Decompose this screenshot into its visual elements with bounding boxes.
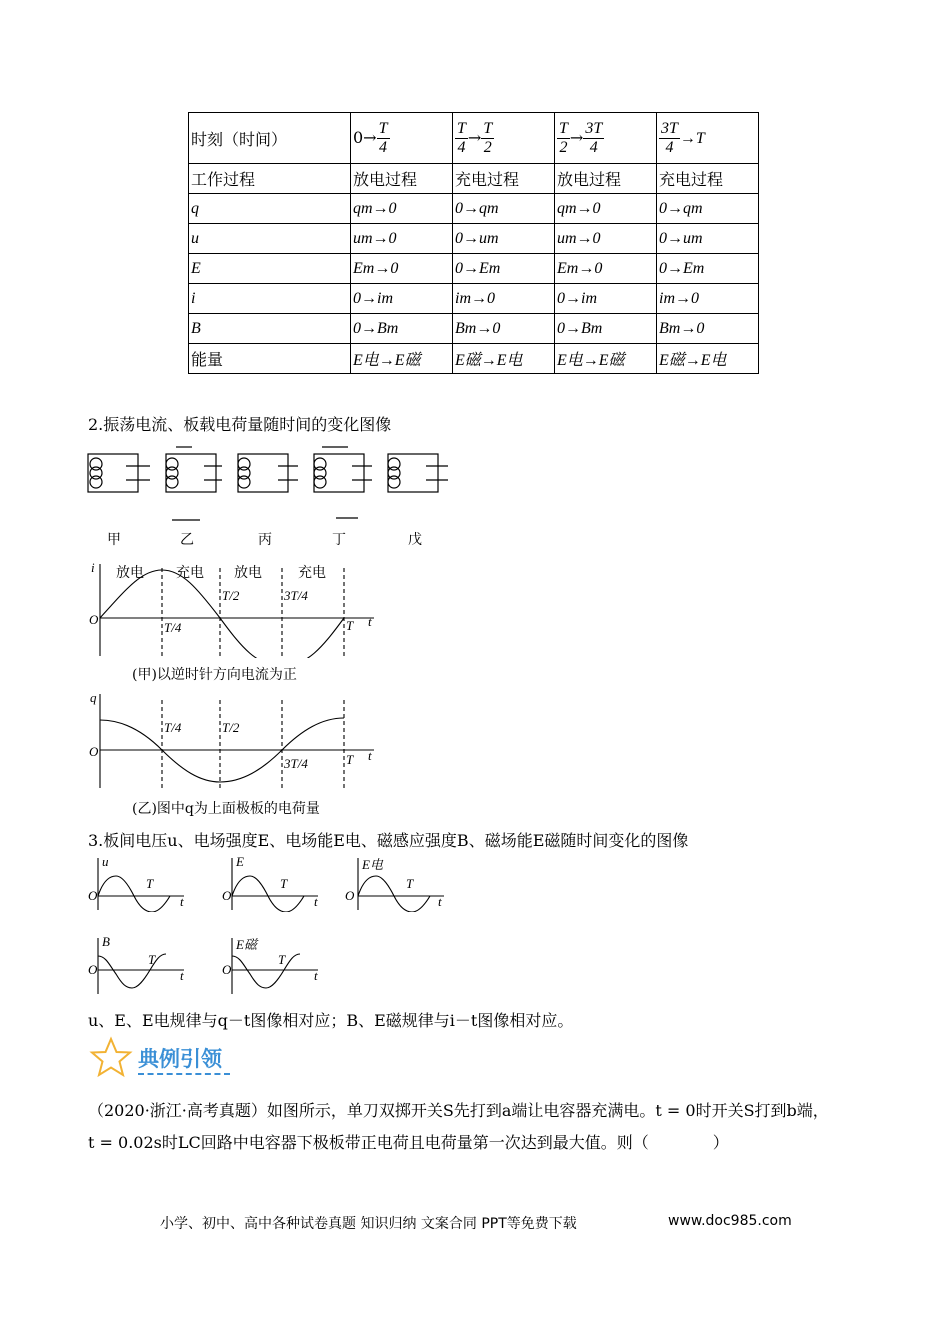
table-row bbox=[189, 164, 759, 194]
row-label: q bbox=[189, 194, 351, 224]
mini-axis-label: E磁 bbox=[236, 937, 257, 952]
mini-origin: O bbox=[222, 962, 232, 977]
table-cell: 0→Bm bbox=[351, 314, 453, 344]
table-cell: Em→0 bbox=[351, 254, 453, 284]
example-line-2: t = 0.02s时LC回路中电容器下极板带正电荷且电荷量第一次达到最大值。则（ ） bbox=[88, 1133, 729, 1152]
circuit-label: 丙 bbox=[258, 532, 272, 548]
circuit-jia bbox=[88, 454, 150, 492]
origin-label: O bbox=[89, 612, 99, 627]
example-badge: 典例引领 bbox=[138, 1047, 222, 1071]
table-cell: Em→0 bbox=[555, 254, 657, 284]
row-label: 工作过程 bbox=[189, 164, 351, 194]
footer-url[interactable]: www.doc985.com bbox=[668, 1213, 792, 1229]
tick-label: T/2 bbox=[222, 588, 240, 603]
table-cell: 充电过程 bbox=[657, 164, 759, 194]
origin-label: O bbox=[89, 744, 99, 759]
rule-text: u、E、E电规律与q－t图像相对应；B、E磁规律与i－t图像相对应。 bbox=[88, 1011, 574, 1030]
phase-label: 充电 bbox=[176, 565, 204, 581]
lc-circuit-diagrams bbox=[82, 444, 462, 524]
circuit-label: 戊 bbox=[408, 532, 422, 548]
table-row bbox=[189, 344, 759, 374]
mini-axis-label: u bbox=[102, 854, 109, 869]
table-cell: 放电过程 bbox=[351, 164, 453, 194]
mini-period: T bbox=[280, 876, 288, 891]
axis-label-q: q bbox=[90, 690, 97, 705]
axis-label-t: t bbox=[368, 614, 372, 629]
tick-label: 3T/4 bbox=[284, 756, 308, 771]
table-row bbox=[189, 194, 759, 224]
table-cell: 0→Em bbox=[453, 254, 555, 284]
star-icon bbox=[88, 1036, 134, 1080]
table-row bbox=[189, 314, 759, 344]
tick-label: T/4 bbox=[164, 720, 182, 735]
table-row bbox=[189, 113, 759, 164]
axis-label-i: i bbox=[91, 560, 95, 575]
graph-caption: (乙)图中q为上面极板的电荷量 bbox=[132, 801, 320, 817]
table-cell: Bm→0 bbox=[657, 314, 759, 344]
mini-t: t bbox=[180, 968, 184, 983]
table-cell: im→0 bbox=[657, 284, 759, 314]
table-cell: Bm→0 bbox=[453, 314, 555, 344]
table-cell: 0→qm bbox=[453, 194, 555, 224]
row-label: E bbox=[189, 254, 351, 284]
time-cell-1: 0→ $\frac{T}{4}$ bbox=[351, 113, 453, 164]
table-cell: 0→im bbox=[555, 284, 657, 314]
lc-oscillation-table bbox=[188, 112, 759, 374]
section-2-title: 2.振荡电流、板载电荷量随时间的变化图像 bbox=[88, 415, 392, 434]
mini-origin: O bbox=[88, 962, 98, 977]
table-cell: E磁→E电 bbox=[453, 344, 555, 374]
mini-t: t bbox=[314, 894, 318, 909]
current-curve bbox=[100, 570, 344, 658]
charge-time-graph bbox=[82, 690, 382, 790]
table-cell: E磁→E电 bbox=[657, 344, 759, 374]
time-cell-4: $\frac{3T}{4}$ →T bbox=[657, 113, 759, 164]
table-row bbox=[189, 224, 759, 254]
circuit-wu bbox=[388, 454, 448, 492]
phase-label: 放电 bbox=[116, 565, 144, 581]
table-cell: 0→um bbox=[657, 224, 759, 254]
mini-period: T bbox=[406, 876, 414, 891]
circuit-ding bbox=[314, 447, 372, 518]
circuit-yi bbox=[166, 447, 222, 520]
table-cell: E电→E磁 bbox=[555, 344, 657, 374]
mini-axis-label: B bbox=[102, 934, 110, 949]
phase-label: 放电 bbox=[234, 565, 262, 581]
table-cell: 充电过程 bbox=[453, 164, 555, 194]
table-cell: 0→um bbox=[453, 224, 555, 254]
circuit-bing bbox=[238, 454, 298, 492]
table-row bbox=[189, 284, 759, 314]
mini-t: t bbox=[314, 968, 318, 983]
mini-period: T bbox=[148, 952, 156, 967]
table-cell: 0→Em bbox=[657, 254, 759, 284]
axis-label-t: t bbox=[368, 748, 372, 763]
mini-origin: O bbox=[222, 888, 232, 903]
circuit-label: 甲 bbox=[107, 532, 121, 548]
tick-label: T bbox=[346, 618, 354, 633]
tick-label: 3T/4 bbox=[284, 588, 308, 603]
row-label: 能量 bbox=[189, 344, 351, 374]
mini-t: t bbox=[180, 894, 184, 909]
graph-caption: (甲)以逆时针方向电流为正 bbox=[132, 667, 297, 683]
footer-text: 小学、初中、高中各种试卷真题 知识归纳 文案合同 PPT等免费下载 bbox=[160, 1216, 577, 1232]
tick-label: T bbox=[346, 752, 354, 767]
table-cell: um→0 bbox=[555, 224, 657, 254]
phase-label: 充电 bbox=[298, 565, 326, 581]
table-cell: qm→0 bbox=[555, 194, 657, 224]
row-label: B bbox=[189, 314, 351, 344]
table-cell: 放电过程 bbox=[555, 164, 657, 194]
table-cell: 0→im bbox=[351, 284, 453, 314]
table-cell: um→0 bbox=[351, 224, 453, 254]
time-cell-3: $\frac{T}{2}$ → $\frac{3T}{4}$ bbox=[555, 113, 657, 164]
table-cell: 0→Bm bbox=[555, 314, 657, 344]
table-cell: E电→E磁 bbox=[351, 344, 453, 374]
mini-axis-label: E电 bbox=[362, 857, 383, 872]
table-row bbox=[189, 254, 759, 284]
mini-period: T bbox=[146, 876, 154, 891]
tick-label: T/4 bbox=[164, 620, 182, 635]
mini-origin: O bbox=[345, 888, 355, 903]
badge-underline bbox=[138, 1073, 230, 1075]
row-label: i bbox=[189, 284, 351, 314]
section-3-title: 3.板间电压u、电场强度E、电场能E电、磁感应强度B、磁场能E磁随时间变化的图像 bbox=[88, 831, 689, 850]
mini-period: T bbox=[278, 952, 286, 967]
circuit-label: 丁 bbox=[332, 532, 346, 548]
row-header: 时刻（时间） bbox=[189, 113, 351, 164]
mini-axis-label: E bbox=[236, 854, 244, 869]
row-label: u bbox=[189, 224, 351, 254]
mini-origin: O bbox=[88, 888, 98, 903]
time-cell-2: $\frac{T}{4}$ → $\frac{T}{2}$ bbox=[453, 113, 555, 164]
tick-label: T/2 bbox=[222, 720, 240, 735]
mini-t: t bbox=[438, 894, 442, 909]
circuit-label: 乙 bbox=[180, 532, 194, 548]
example-line-1: （2020·浙江·高考真题）如图所示，单刀双掷开关S先打到a端让电容器充满电。t = 0时开关S打到b端， bbox=[88, 1101, 829, 1120]
table-cell: qm→0 bbox=[351, 194, 453, 224]
table-cell: 0→qm bbox=[657, 194, 759, 224]
table-cell: im→0 bbox=[453, 284, 555, 314]
